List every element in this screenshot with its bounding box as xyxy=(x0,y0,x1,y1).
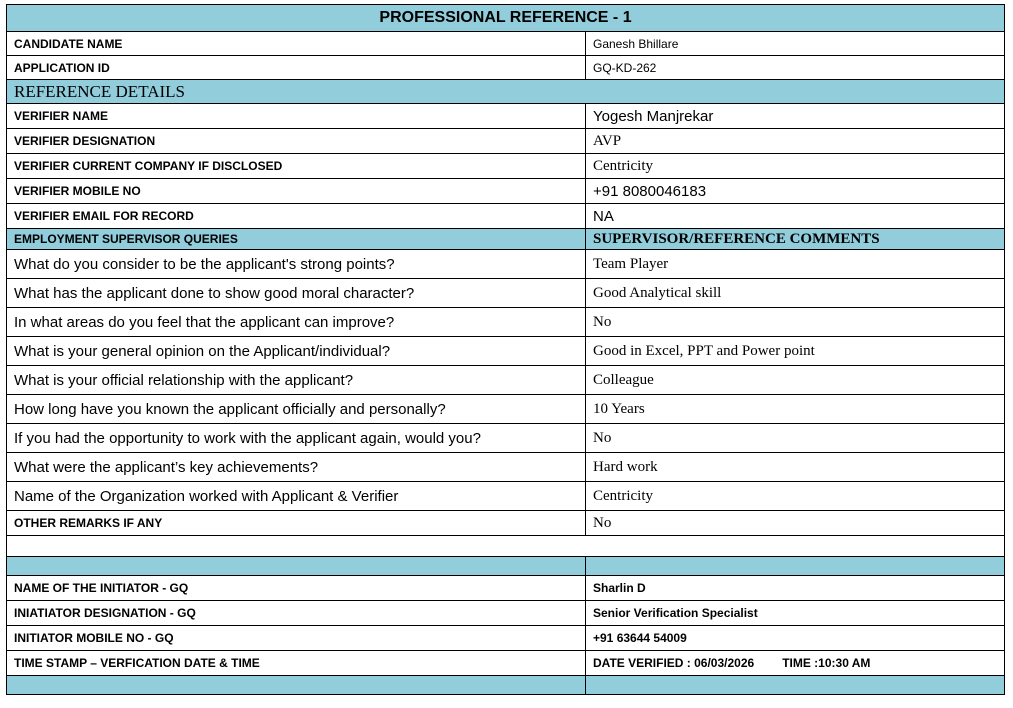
queries-header-row xyxy=(7,229,1005,250)
timestamp-value xyxy=(586,651,1005,676)
application-id-label: APPLICATION ID xyxy=(7,56,586,80)
initiator-designation-value: Senior Verification Specialist xyxy=(586,601,1005,626)
application-id-row xyxy=(7,56,1005,80)
verifier-designation-row xyxy=(7,129,1005,154)
query-question: In what areas do you feel that the applicant can improve? xyxy=(7,308,586,337)
reference-table xyxy=(6,4,1005,695)
query-answer: Team Player xyxy=(586,250,1005,279)
candidate-name-row xyxy=(7,32,1005,56)
reference-details-row xyxy=(7,80,1005,104)
query-question: What is your official relationship with the applicant? xyxy=(7,366,586,395)
application-id-value: GQ-KD-262 xyxy=(586,56,1005,80)
query-row xyxy=(7,308,1005,337)
query-row xyxy=(7,453,1005,482)
initiator-name-value: Sharlin D xyxy=(586,576,1005,601)
page-title: PROFESSIONAL REFERENCE - 1 xyxy=(7,5,1005,32)
query-answer: Centricity xyxy=(586,482,1005,511)
query-row xyxy=(7,250,1005,279)
verifier-designation-label: VERIFIER DESIGNATION xyxy=(7,129,586,154)
reference-details-heading: REFERENCE DETAILS xyxy=(7,80,1005,104)
spacer-row xyxy=(7,536,1005,557)
query-question: What were the applicant’s key achievements? xyxy=(7,453,586,482)
verifier-company-value: Centricity xyxy=(586,154,1005,179)
verifier-designation-value: AVP xyxy=(586,129,1005,154)
queries-header-right: SUPERVISOR/REFERENCE COMMENTS xyxy=(586,229,1005,250)
query-answer: Hard work xyxy=(586,453,1005,482)
queries-header-left: EMPLOYMENT SUPERVISOR QUERIES xyxy=(7,229,586,250)
query-row xyxy=(7,424,1005,453)
query-answer: 10 Years xyxy=(586,395,1005,424)
footer-band-row xyxy=(7,676,1005,695)
query-answer: No xyxy=(586,424,1005,453)
other-remarks-value: No xyxy=(586,511,1005,536)
timestamp-label: TIME STAMP – VERFICATION DATE & TIME xyxy=(7,651,586,676)
verifier-name-value: Yogesh Manjrekar xyxy=(586,104,1005,129)
verifier-email-label: VERIFIER EMAIL FOR RECORD xyxy=(7,204,586,229)
query-answer: Good in Excel, PPT and Power point xyxy=(586,337,1005,366)
verifier-mobile-row xyxy=(7,179,1005,204)
query-row xyxy=(7,482,1005,511)
timestamp-row xyxy=(7,651,1005,676)
query-question: If you had the opportunity to work with the applicant again, would you? xyxy=(7,424,586,453)
initiator-name-label: NAME OF THE INITIATOR - GQ xyxy=(7,576,586,601)
query-question: How long have you known the applicant officially and personally? xyxy=(7,395,586,424)
verifier-mobile-label: VERIFIER MOBILE NO xyxy=(7,179,586,204)
candidate-name-label: CANDIDATE NAME xyxy=(7,32,586,56)
query-answer: No xyxy=(586,308,1005,337)
query-answer: Colleague xyxy=(586,366,1005,395)
time-verified: TIME :10:30 AM xyxy=(782,656,871,670)
query-answer: Good Analytical skill xyxy=(586,279,1005,308)
initiator-header-left xyxy=(7,557,586,576)
footer-band-left xyxy=(7,676,586,695)
query-row xyxy=(7,337,1005,366)
initiator-mobile-value: +91 63644 54009 xyxy=(586,626,1005,651)
verifier-name-row xyxy=(7,104,1005,129)
verifier-company-row xyxy=(7,154,1005,179)
candidate-name-value: Ganesh Bhillare xyxy=(586,32,1005,56)
query-question: What is your general opinion on the Applicant/individual? xyxy=(7,337,586,366)
query-question: What has the applicant done to show good moral character? xyxy=(7,279,586,308)
spacer-cell xyxy=(7,536,1005,557)
initiator-header-right xyxy=(586,557,1005,576)
title-row xyxy=(7,5,1005,32)
initiator-mobile-label: INITIATOR MOBILE NO - GQ xyxy=(7,626,586,651)
initiator-designation-row xyxy=(7,601,1005,626)
footer-band-right xyxy=(586,676,1005,695)
date-verified: DATE VERIFIED : 06/03/2026 xyxy=(593,656,755,670)
query-row xyxy=(7,395,1005,424)
verifier-email-value: NA xyxy=(586,204,1005,229)
initiator-designation-label: INIATIATOR DESIGNATION - GQ xyxy=(7,601,586,626)
initiator-header-row xyxy=(7,557,1005,576)
verifier-company-label: VERIFIER CURRENT COMPANY IF DISCLOSED xyxy=(7,154,586,179)
initiator-mobile-row xyxy=(7,626,1005,651)
query-row xyxy=(7,366,1005,395)
query-row xyxy=(7,279,1005,308)
query-question: Name of the Organization worked with Applicant & Verifier xyxy=(7,482,586,511)
other-remarks-label: OTHER REMARKS IF ANY xyxy=(7,511,586,536)
verifier-mobile-value: +91 8080046183 xyxy=(586,179,1005,204)
verifier-email-row xyxy=(7,204,1005,229)
reference-sheet xyxy=(6,4,1004,695)
query-question: What do you consider to be the applicant's strong points? xyxy=(7,250,586,279)
initiator-name-row xyxy=(7,576,1005,601)
other-remarks-row xyxy=(7,511,1005,536)
verifier-name-label: VERIFIER NAME xyxy=(7,104,586,129)
